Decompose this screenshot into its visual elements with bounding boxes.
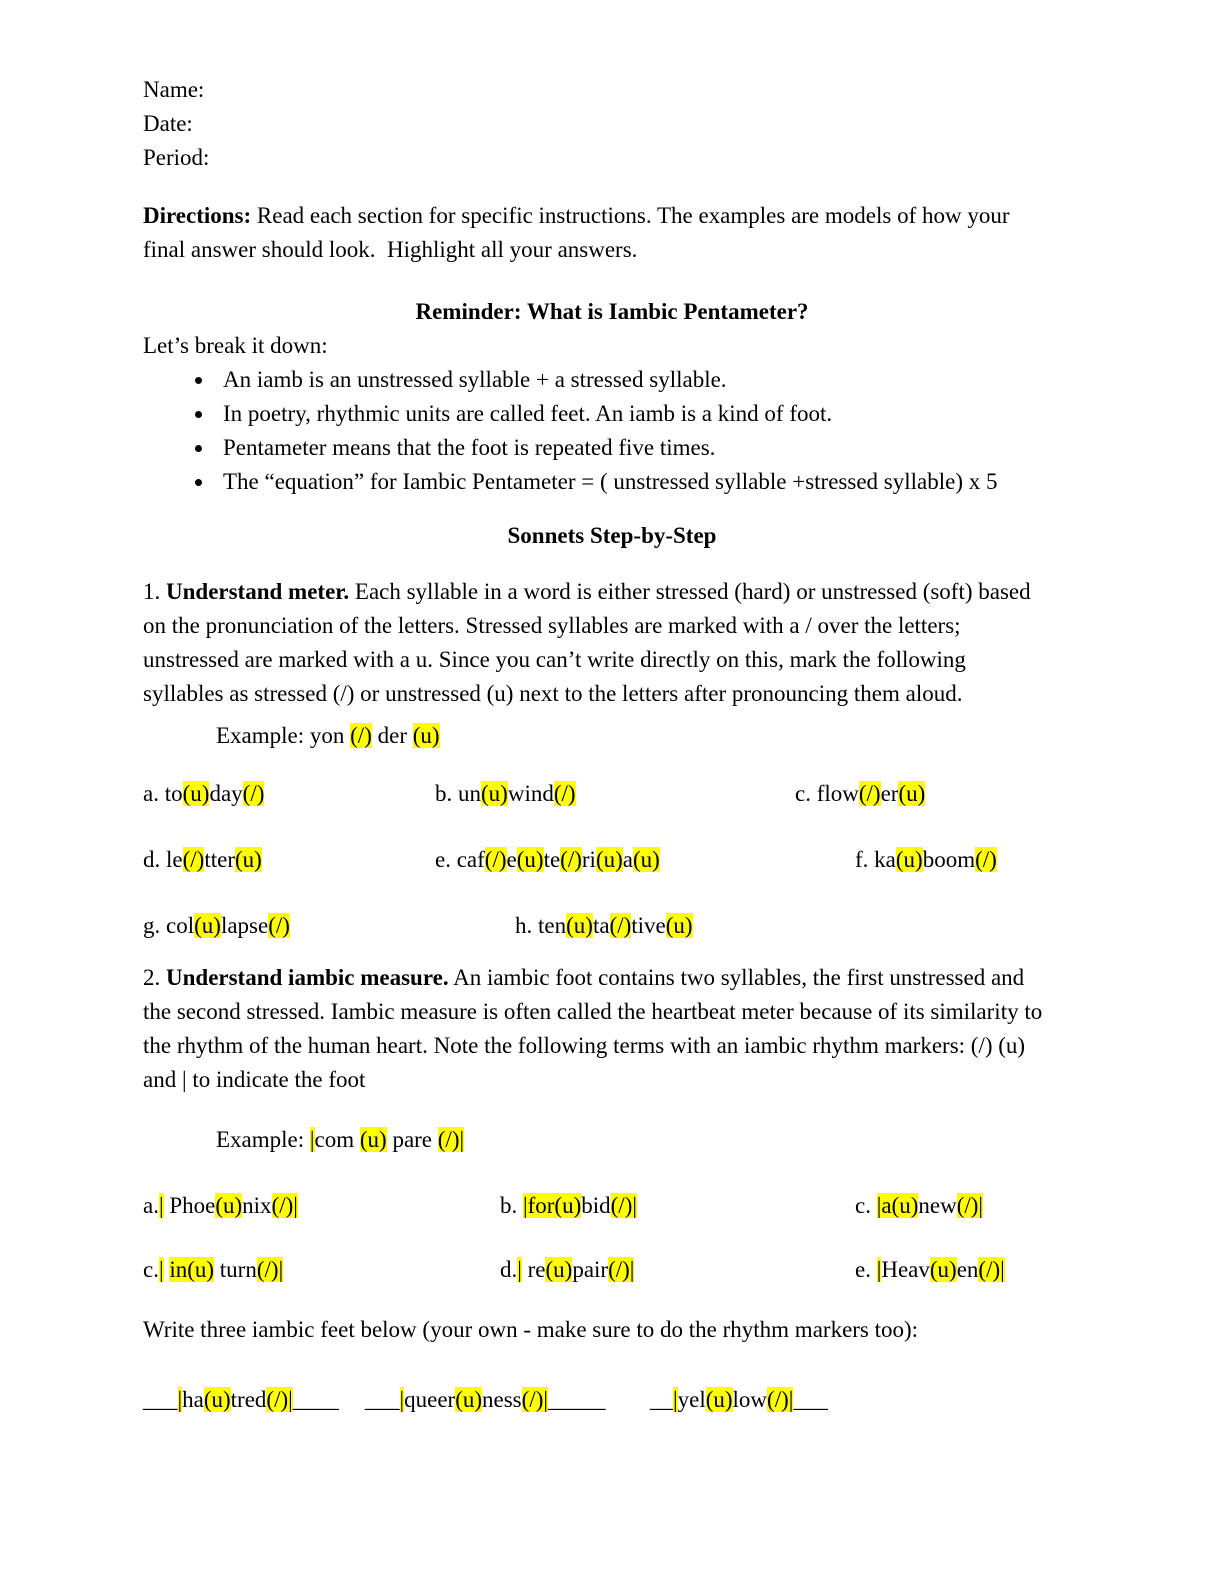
- step2-item-a: a.| Phoe(u)nix(/)|: [143, 1193, 298, 1218]
- worksheet-content: [143, 73, 1048, 1417]
- bullet-feet-definition: • In poetry, rhythmic units are called feet. An iamb is a kind of foot.: [215, 397, 1043, 431]
- step2-example: Example: |com (u) pare (/)|: [216, 1127, 465, 1152]
- step1-item-c: c. flow(/)er(u): [795, 781, 926, 806]
- step2-item-b: b. |for(u)bid(/)|: [500, 1193, 637, 1218]
- step2-item-e2: e. |Heav(u)en(/)|: [855, 1257, 1005, 1282]
- step2-paragraph: 2. Understand iambic measure. An iambic foot contains two syllables, the first unstressed and the second stressed. Iambic measure is often called the heartbeat meter because of its similarity to the rhythm of the human heart. Note the following terms with an iambic rhythm markers: (/) (u) and | to indicate the foot: [143, 965, 1048, 1092]
- written-foot-2: ___|queer(u)ness(/)|_____: [365, 1387, 606, 1412]
- bullet-pentameter-definition: • Pentameter means that the foot is repeated five times.: [215, 431, 1043, 465]
- step2-items-row-1: [143, 1189, 1043, 1223]
- step1-paragraph: 1. Understand meter. Each syllable in a word is either stressed (hard) or unstressed (soft) based on the pronunciation of the letters. Stressed syllables are marked with a / over the letters; unstressed are marked with a u. Since you can’t write directly on this, mark the following syllables as stressed (/) or unstressed (u) next to the letters after pronouncing them aloud.: [143, 579, 1037, 706]
- reminder-title: Reminder: What is Iambic Pentameter?: [415, 299, 809, 324]
- reminder-intro: Let’s break it down:: [143, 333, 328, 358]
- step2-item-d2: d.| re(u)pair(/)|: [500, 1257, 635, 1282]
- step1-items-row-1: [143, 777, 1043, 811]
- step2-item-c2: c.| in(u) turn(/)|: [143, 1257, 284, 1282]
- written-foot-3: __|yel(u)low(/)|___: [650, 1387, 828, 1412]
- step1-items-row-3: [143, 909, 1043, 943]
- date-field-label: Date:: [143, 111, 193, 136]
- step1-example: Example: yon (/) der (u): [216, 723, 440, 748]
- sonnets-title: Sonnets Step-by-Step: [507, 523, 717, 548]
- directions-paragraph: Directions: Read each section for specific instructions. The examples are models of how your final answer should look. Highlight all your answers.: [143, 203, 1016, 262]
- name-field-label: Name:: [143, 77, 205, 102]
- step1-items-row-2: [143, 843, 1043, 877]
- period-field-label: Period:: [143, 145, 210, 170]
- step1-item-f: f. ka(u)boom(/): [855, 847, 997, 872]
- reminder-bullet-list: [191, 363, 1043, 499]
- written-foot-1: ___|ha(u)tred(/)|____: [143, 1387, 339, 1412]
- bullet-equation: • The “equation” for Iambic Pentameter = ( unstressed syllable +stressed syllable) x 5: [215, 465, 1043, 499]
- step1-item-e: e. caf(/)e(u)te(/)ri(u)a(u): [435, 847, 660, 872]
- bullet-iamb-definition: • An iamb is an unstressed syllable + a stressed syllable.: [215, 363, 1043, 397]
- step2-item-c: c. |a(u)new(/)|: [855, 1193, 984, 1218]
- step1-item-g: g. col(u)lapse(/): [143, 913, 290, 938]
- step1-item-d: d. le(/)tter(u): [143, 847, 262, 872]
- step1-item-h: h. ten(u)ta(/)tive(u): [515, 913, 693, 938]
- step1-item-a: a. to(u)day(/): [143, 781, 265, 806]
- step2-items-row-2: [143, 1253, 1043, 1287]
- write-three-feet-prompt: Write three iambic feet below (your own - make sure to do the rhythm markers too):: [143, 1317, 919, 1342]
- step1-item-b: b. un(u)wind(/): [435, 781, 576, 806]
- written-feet-row: [143, 1383, 1043, 1417]
